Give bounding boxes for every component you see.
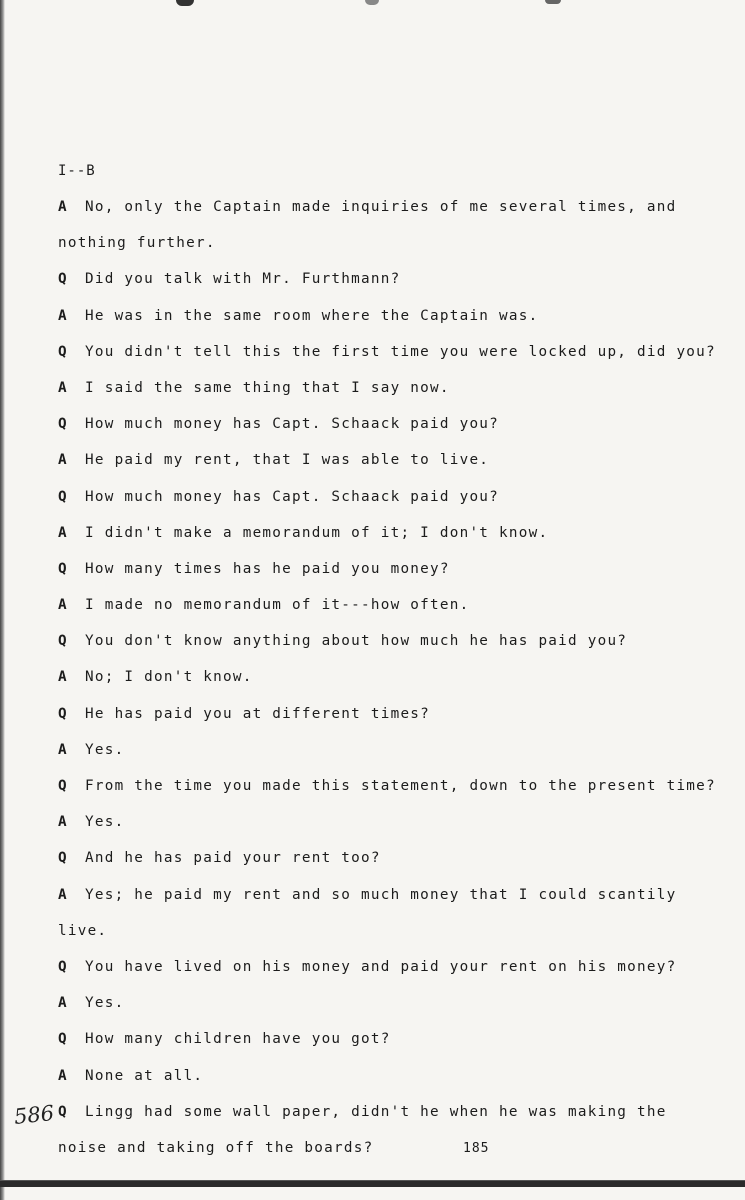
line-text: I said the same thing that I say now. <box>85 379 450 396</box>
transcript-line <box>58 884 678 920</box>
transcript-line <box>58 268 678 304</box>
top-edge-marks <box>0 0 745 20</box>
line-text: You have lived on his money and paid your rent on his money? <box>85 958 677 975</box>
line-text: How many times has he paid you money? <box>85 560 450 577</box>
line-text: I made no memorandum of it---how often. <box>85 597 470 614</box>
question-marker: Q <box>58 343 68 360</box>
line-text: None at all. <box>85 1067 204 1084</box>
answer-marker: A <box>58 307 68 324</box>
question-marker: Q <box>58 271 68 288</box>
line-text: noise and taking off the boards? <box>58 1139 374 1156</box>
question-marker: Q <box>58 778 68 794</box>
answer-marker: A <box>58 814 68 831</box>
answer-marker: A <box>58 524 68 541</box>
question-marker: Q <box>58 633 68 650</box>
answer-marker: A <box>58 199 68 215</box>
question-marker: Q <box>58 488 68 505</box>
transcript-line <box>58 775 716 811</box>
line-text: Yes; he paid my rent and so much money that I could scantily <box>85 886 677 903</box>
transcript-line <box>58 558 678 594</box>
question-marker: Q <box>58 416 68 433</box>
transcript-line <box>58 413 678 449</box>
line-text: Yes. <box>85 995 125 1012</box>
line-text: No; I don't know. <box>85 669 253 686</box>
question-marker: Q <box>58 1103 68 1120</box>
section-header: I--B <box>58 163 96 179</box>
line-text: Yes. <box>85 741 125 758</box>
transcript-line <box>58 486 678 522</box>
line-text: nothing further. <box>58 235 216 252</box>
question-marker: Q <box>58 958 68 975</box>
transcript-line <box>58 594 678 630</box>
transcript-body <box>58 196 716 1173</box>
transcript-line <box>58 449 678 485</box>
transcript-line <box>58 703 678 739</box>
transcript-line <box>58 305 678 341</box>
transcript-line <box>58 1101 678 1137</box>
line-text: You didn't tell this the first time you were locked up, did you? <box>85 343 716 360</box>
question-marker: Q <box>58 1031 68 1048</box>
transcript-line <box>58 1065 678 1101</box>
answer-marker: A <box>58 741 68 758</box>
line-text: How much money has Capt. Schaack paid you? <box>85 416 500 433</box>
transcript-line <box>58 377 678 413</box>
line-text: He was in the same room where the Captain was. <box>85 307 539 324</box>
transcript-line <box>58 992 678 1028</box>
line-text: How many children have you got? <box>85 1031 391 1048</box>
answer-marker: A <box>58 669 68 686</box>
answer-marker: A <box>58 452 68 469</box>
question-marker: Q <box>58 850 68 867</box>
line-text: Yes. <box>85 814 125 831</box>
line-text: From the time you made this statement, down to the present time? <box>85 778 716 794</box>
line-text: He has paid you at different times? <box>85 705 431 722</box>
transcript-line <box>58 522 678 558</box>
transcript-line <box>58 811 678 847</box>
page-bottom-edge <box>0 1180 745 1187</box>
page-left-edge <box>0 0 5 1200</box>
line-text: I didn't make a memorandum of it; I don't know. <box>85 524 549 541</box>
transcript-line <box>58 232 678 268</box>
transcript-line <box>58 196 678 232</box>
line-text: live. <box>58 922 108 939</box>
transcript-line <box>58 920 678 956</box>
answer-marker: A <box>58 1067 68 1084</box>
question-marker: Q <box>58 560 68 577</box>
transcript-line <box>58 739 678 775</box>
transcript-line <box>58 1028 678 1064</box>
margin-handwritten-number: 586 <box>12 1100 56 1130</box>
line-text: He paid my rent, that I was able to live. <box>85 452 490 469</box>
transcript-line <box>58 666 678 702</box>
transcript-line <box>58 630 678 666</box>
transcript-line <box>58 1137 678 1173</box>
transcript-line <box>58 956 678 992</box>
transcript-line <box>58 341 716 377</box>
page-number: 185 <box>463 1141 490 1156</box>
line-text: You don't know anything about how much he has paid you? <box>85 633 628 650</box>
answer-marker: A <box>58 886 68 903</box>
answer-marker: A <box>58 597 68 614</box>
answer-marker: A <box>58 379 68 396</box>
line-text: How much money has Capt. Schaack paid you? <box>85 488 500 505</box>
answer-marker: A <box>58 995 68 1012</box>
line-text: Lingg had some wall paper, didn't he when he was making the <box>85 1103 667 1120</box>
transcript-line <box>58 847 678 883</box>
question-marker: Q <box>58 705 68 722</box>
line-text: Did you talk with Mr. Furthmann? <box>85 271 401 288</box>
line-text: No, only the Captain made inquiries of me several times, and <box>85 199 677 215</box>
line-text: And he has paid your rent too? <box>85 850 381 867</box>
